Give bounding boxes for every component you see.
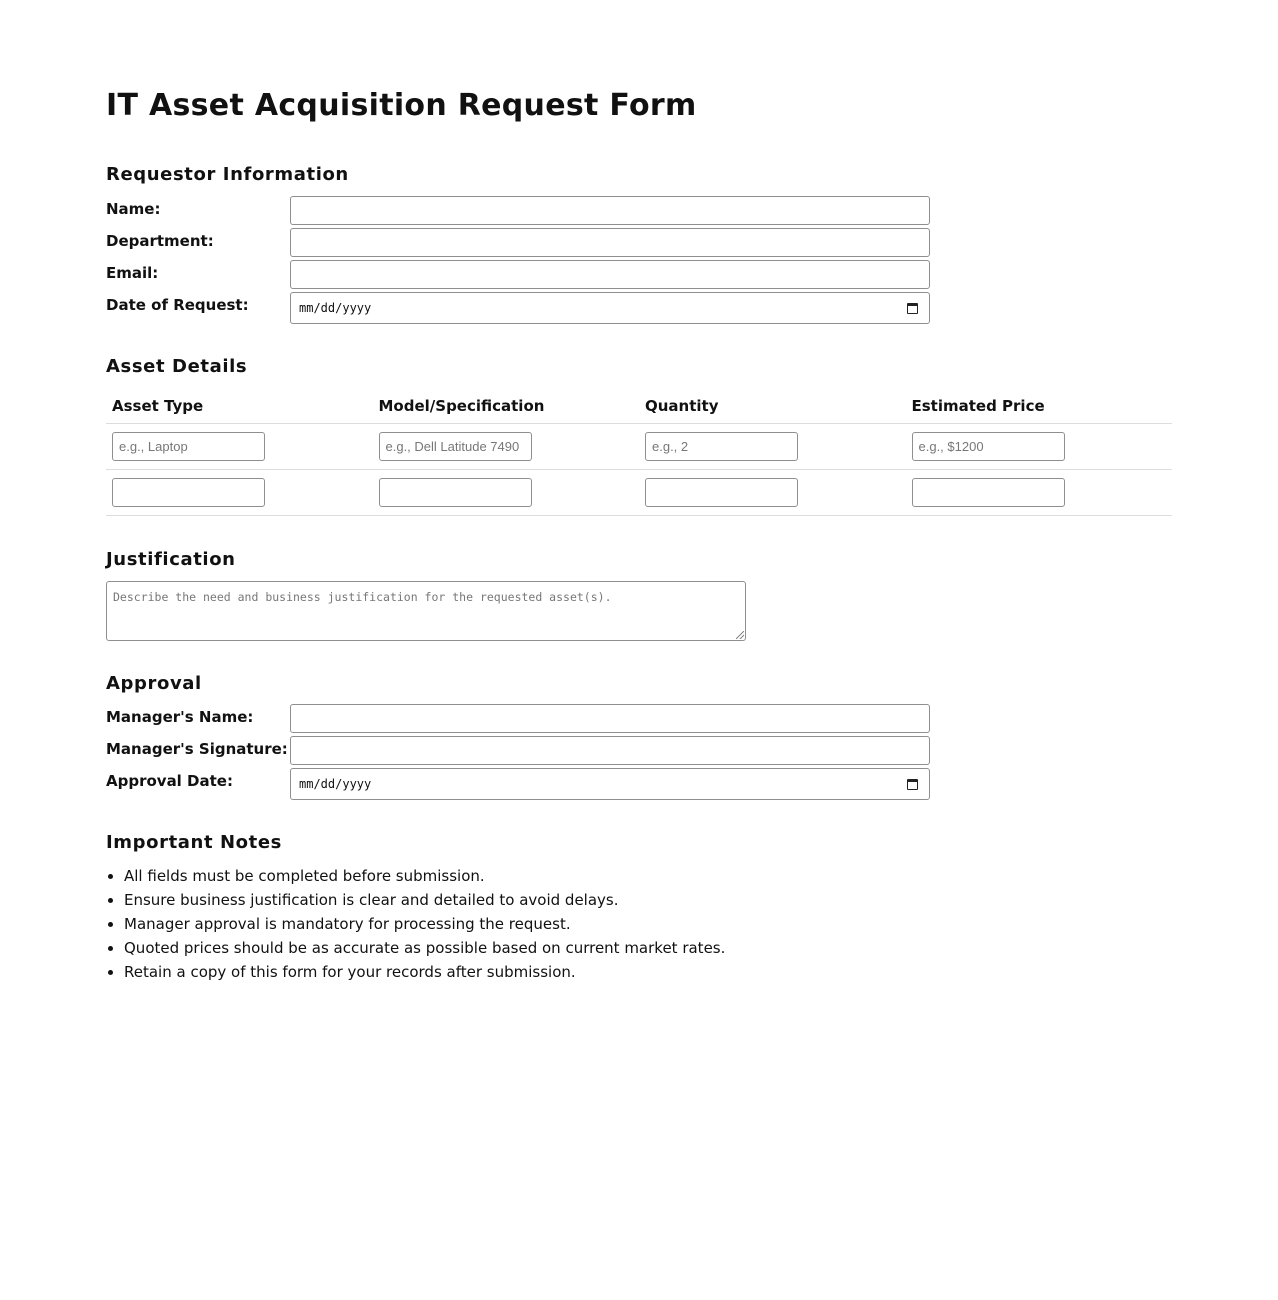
manager-name-label: Manager's Name: [106, 708, 254, 726]
price-input[interactable]: e.g., $1200 [912, 432, 1065, 461]
approval-date-placeholder: mm/dd/yyyy [299, 777, 372, 791]
column-header-quantity: Quantity [639, 388, 906, 424]
approval-heading: Approval [106, 673, 202, 694]
quantity-input[interactable] [645, 478, 798, 507]
request-date-placeholder: mm/dd/yyyy [299, 301, 372, 315]
notes-list [106, 864, 725, 984]
column-header-asset-type: Asset Type [106, 388, 373, 424]
price-input[interactable] [912, 478, 1065, 507]
manager-signature-label: Manager's Signature: [106, 740, 288, 758]
email-label: Email: [106, 264, 159, 282]
justification-textarea[interactable] [106, 581, 746, 641]
approval-date-input[interactable] [290, 768, 930, 800]
page-title: IT Asset Acquisition Request Form [106, 88, 697, 123]
model-input[interactable]: e.g., Dell Latitude 7490 [379, 432, 532, 461]
calendar-icon[interactable] [907, 303, 918, 314]
asset-table-header [106, 388, 1172, 424]
list-item: • Manager approval is mandatory for processing the request. [124, 912, 725, 936]
department-input[interactable] [290, 228, 930, 257]
name-label: Name: [106, 200, 161, 218]
approval-date-label: Approval Date: [106, 772, 233, 790]
resize-handle-icon[interactable] [736, 631, 744, 639]
list-item: • Ensure business justification is clear and detailed to avoid delays. [124, 888, 725, 912]
table-row [106, 424, 1172, 470]
list-item: • Quoted prices should be as accurate as possible based on current market rates. [124, 936, 725, 960]
requestor-heading: Requestor Information [106, 164, 349, 185]
column-header-model: Model/Specification [373, 388, 640, 424]
department-label: Department: [106, 232, 214, 250]
asset-details-heading: Asset Details [106, 356, 248, 377]
asset-type-input[interactable]: e.g., Laptop [112, 432, 265, 461]
manager-name-input[interactable] [290, 704, 930, 733]
list-item: • Retain a copy of this form for your records after submission. [124, 960, 725, 984]
justification-placeholder: Describe the need and business justification for the requested asset(s). [113, 590, 612, 604]
manager-signature-input[interactable] [290, 736, 930, 765]
notes-heading: Important Notes [106, 832, 282, 853]
list-item: • All fields must be completed before submission. [124, 864, 725, 888]
model-input[interactable] [379, 478, 532, 507]
quantity-input[interactable]: e.g., 2 [645, 432, 798, 461]
name-input[interactable] [290, 196, 930, 225]
calendar-icon[interactable] [907, 779, 918, 790]
request-date-label: Date of Request: [106, 296, 249, 314]
email-input[interactable] [290, 260, 930, 289]
justification-heading: Justification [106, 549, 236, 570]
request-date-input[interactable] [290, 292, 930, 324]
table-row [106, 470, 1172, 516]
asset-table [106, 388, 1172, 516]
asset-type-input[interactable] [112, 478, 265, 507]
column-header-price: Estimated Price [906, 388, 1173, 424]
